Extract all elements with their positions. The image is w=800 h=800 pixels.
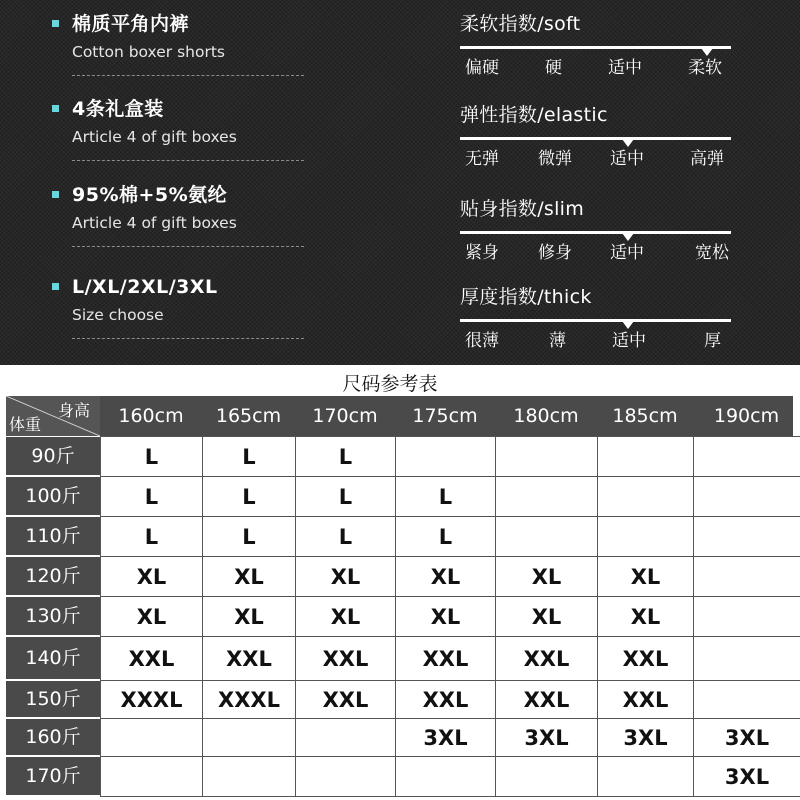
size-cell: XXXL <box>202 680 296 719</box>
index-bar <box>460 231 731 234</box>
size-cell <box>202 718 296 757</box>
size-cell: XL <box>202 596 296 637</box>
size-cell: XL <box>100 596 203 637</box>
size-cell <box>202 756 296 797</box>
feature-title: 棉质平角内裤 <box>72 13 190 35</box>
size-cell: 3XL <box>395 718 496 757</box>
size-cell: XL <box>597 596 694 637</box>
level-marker-icon <box>622 139 634 147</box>
height-header: 180cm <box>513 405 579 427</box>
size-cell: L <box>100 476 203 517</box>
level-marker-icon <box>622 233 634 241</box>
size-cell <box>597 756 694 797</box>
bullet-icon <box>52 283 59 290</box>
size-cell: XL <box>495 596 598 637</box>
height-header: 190cm <box>713 405 780 427</box>
table-corner-header <box>6 396 100 436</box>
level-label: 无弹 <box>465 149 499 169</box>
size-cell <box>693 636 800 681</box>
size-cell: 3XL <box>693 756 800 797</box>
level-label: 高弹 <box>690 149 724 169</box>
size-cell <box>693 516 800 557</box>
dashed-divider <box>72 246 304 247</box>
size-cell <box>693 476 800 517</box>
size-table-title: 尺码参考表 <box>342 373 438 395</box>
size-cell: XL <box>597 556 694 597</box>
feature-subtitle: Article 4 of gift boxes <box>72 128 237 146</box>
bullet-icon <box>52 191 59 198</box>
feature-subtitle: Size choose <box>72 306 164 324</box>
size-cell: XXL <box>597 680 694 719</box>
size-cell <box>597 436 694 477</box>
size-cell: XL <box>295 596 396 637</box>
feature-title: L/XL/2XL/3XL <box>72 276 218 298</box>
product-info-panel <box>0 0 800 365</box>
weight-header: 170斤 <box>6 757 100 795</box>
size-cell: XL <box>395 596 496 637</box>
dashed-divider <box>72 338 304 339</box>
weight-header: 100斤 <box>6 477 100 515</box>
size-cell: XXL <box>100 636 203 681</box>
size-cell <box>597 516 694 557</box>
weight-header: 110斤 <box>6 517 100 555</box>
size-cell: L <box>295 516 396 557</box>
weight-header: 140斤 <box>6 637 100 679</box>
size-cell <box>295 718 396 757</box>
size-cell: L <box>295 436 396 477</box>
level-label: 修身 <box>538 243 572 263</box>
level-label: 厚 <box>704 331 721 351</box>
size-cell: XXL <box>395 680 496 719</box>
size-cell: XL <box>295 556 396 597</box>
level-label: 很薄 <box>465 331 499 351</box>
size-cell <box>495 436 598 477</box>
size-cell: L <box>202 436 296 477</box>
weight-header: 150斤 <box>6 681 100 717</box>
size-cell: L <box>395 516 496 557</box>
size-cell: XL <box>395 556 496 597</box>
feature-subtitle: Cotton boxer shorts <box>72 43 225 61</box>
size-cell <box>693 556 800 597</box>
size-cell <box>495 476 598 517</box>
size-cell <box>495 756 598 797</box>
height-header: 165cm <box>215 405 282 427</box>
index-label: 弹性指数/elastic <box>460 104 608 126</box>
dashed-divider <box>72 75 304 76</box>
height-header: 160cm <box>118 405 184 427</box>
size-cell: L <box>100 516 203 557</box>
index-label: 柔软指数/soft <box>460 13 581 35</box>
size-cell: XXL <box>295 680 396 719</box>
level-label: 柔软 <box>688 58 722 78</box>
corner-weight-label: 体重 <box>9 415 42 434</box>
dashed-divider <box>72 160 304 161</box>
size-cell: L <box>295 476 396 517</box>
index-label: 贴身指数/slim <box>460 198 585 220</box>
size-cell <box>693 680 800 719</box>
size-cell: L <box>202 476 296 517</box>
size-cell <box>495 516 598 557</box>
size-cell: 3XL <box>495 718 598 757</box>
bullet-icon <box>52 20 59 27</box>
level-label: 薄 <box>549 331 566 351</box>
level-label: 紧身 <box>465 243 499 263</box>
size-cell: XXL <box>495 680 598 719</box>
index-bar <box>460 46 731 49</box>
size-cell: L <box>395 476 496 517</box>
height-header: 175cm <box>412 405 478 427</box>
weight-header: 120斤 <box>6 557 100 595</box>
feature-subtitle: Article 4 of gift boxes <box>72 214 237 232</box>
level-label: 适中 <box>608 58 642 78</box>
size-cell <box>100 718 203 757</box>
size-cell: XXL <box>295 636 396 681</box>
size-cell <box>295 756 396 797</box>
size-cell: XXXL <box>100 680 203 719</box>
feature-title: 95%棉+5%氨纶 <box>72 184 228 206</box>
level-marker-icon <box>622 321 634 329</box>
weight-header: 130斤 <box>6 597 100 635</box>
height-header: 185cm <box>612 405 678 427</box>
weight-header: 160斤 <box>6 719 100 755</box>
corner-height-label: 身高 <box>57 401 90 420</box>
size-cell: XL <box>202 556 296 597</box>
level-label: 硬 <box>545 58 562 78</box>
level-label: 适中 <box>610 243 644 263</box>
index-label: 厚度指数/thick <box>460 286 592 308</box>
level-label: 偏硬 <box>465 58 499 78</box>
bullet-icon <box>52 105 59 112</box>
weight-header: 90斤 <box>6 437 100 475</box>
size-cell <box>693 596 800 637</box>
size-cell: L <box>100 436 203 477</box>
size-cell <box>395 756 496 797</box>
size-cell <box>693 436 800 477</box>
feature-title: 4条礼盒装 <box>72 98 164 120</box>
size-cell: XL <box>495 556 598 597</box>
size-cell: XL <box>100 556 203 597</box>
level-label: 适中 <box>612 331 646 351</box>
size-cell <box>100 756 203 797</box>
index-bar <box>460 319 731 322</box>
size-cell <box>395 436 496 477</box>
size-cell <box>597 476 694 517</box>
size-cell: XXL <box>202 636 296 681</box>
level-marker-icon <box>701 48 713 56</box>
level-label: 宽松 <box>695 243 729 263</box>
level-label: 适中 <box>610 149 644 169</box>
size-cell: XXL <box>395 636 496 681</box>
index-bar <box>460 137 731 140</box>
size-cell: XXL <box>597 636 694 681</box>
size-cell: XXL <box>495 636 598 681</box>
size-cell: 3XL <box>693 718 800 757</box>
size-cell: 3XL <box>597 718 694 757</box>
level-label: 微弹 <box>538 149 572 169</box>
size-cell: L <box>202 516 296 557</box>
height-header: 170cm <box>312 405 378 427</box>
